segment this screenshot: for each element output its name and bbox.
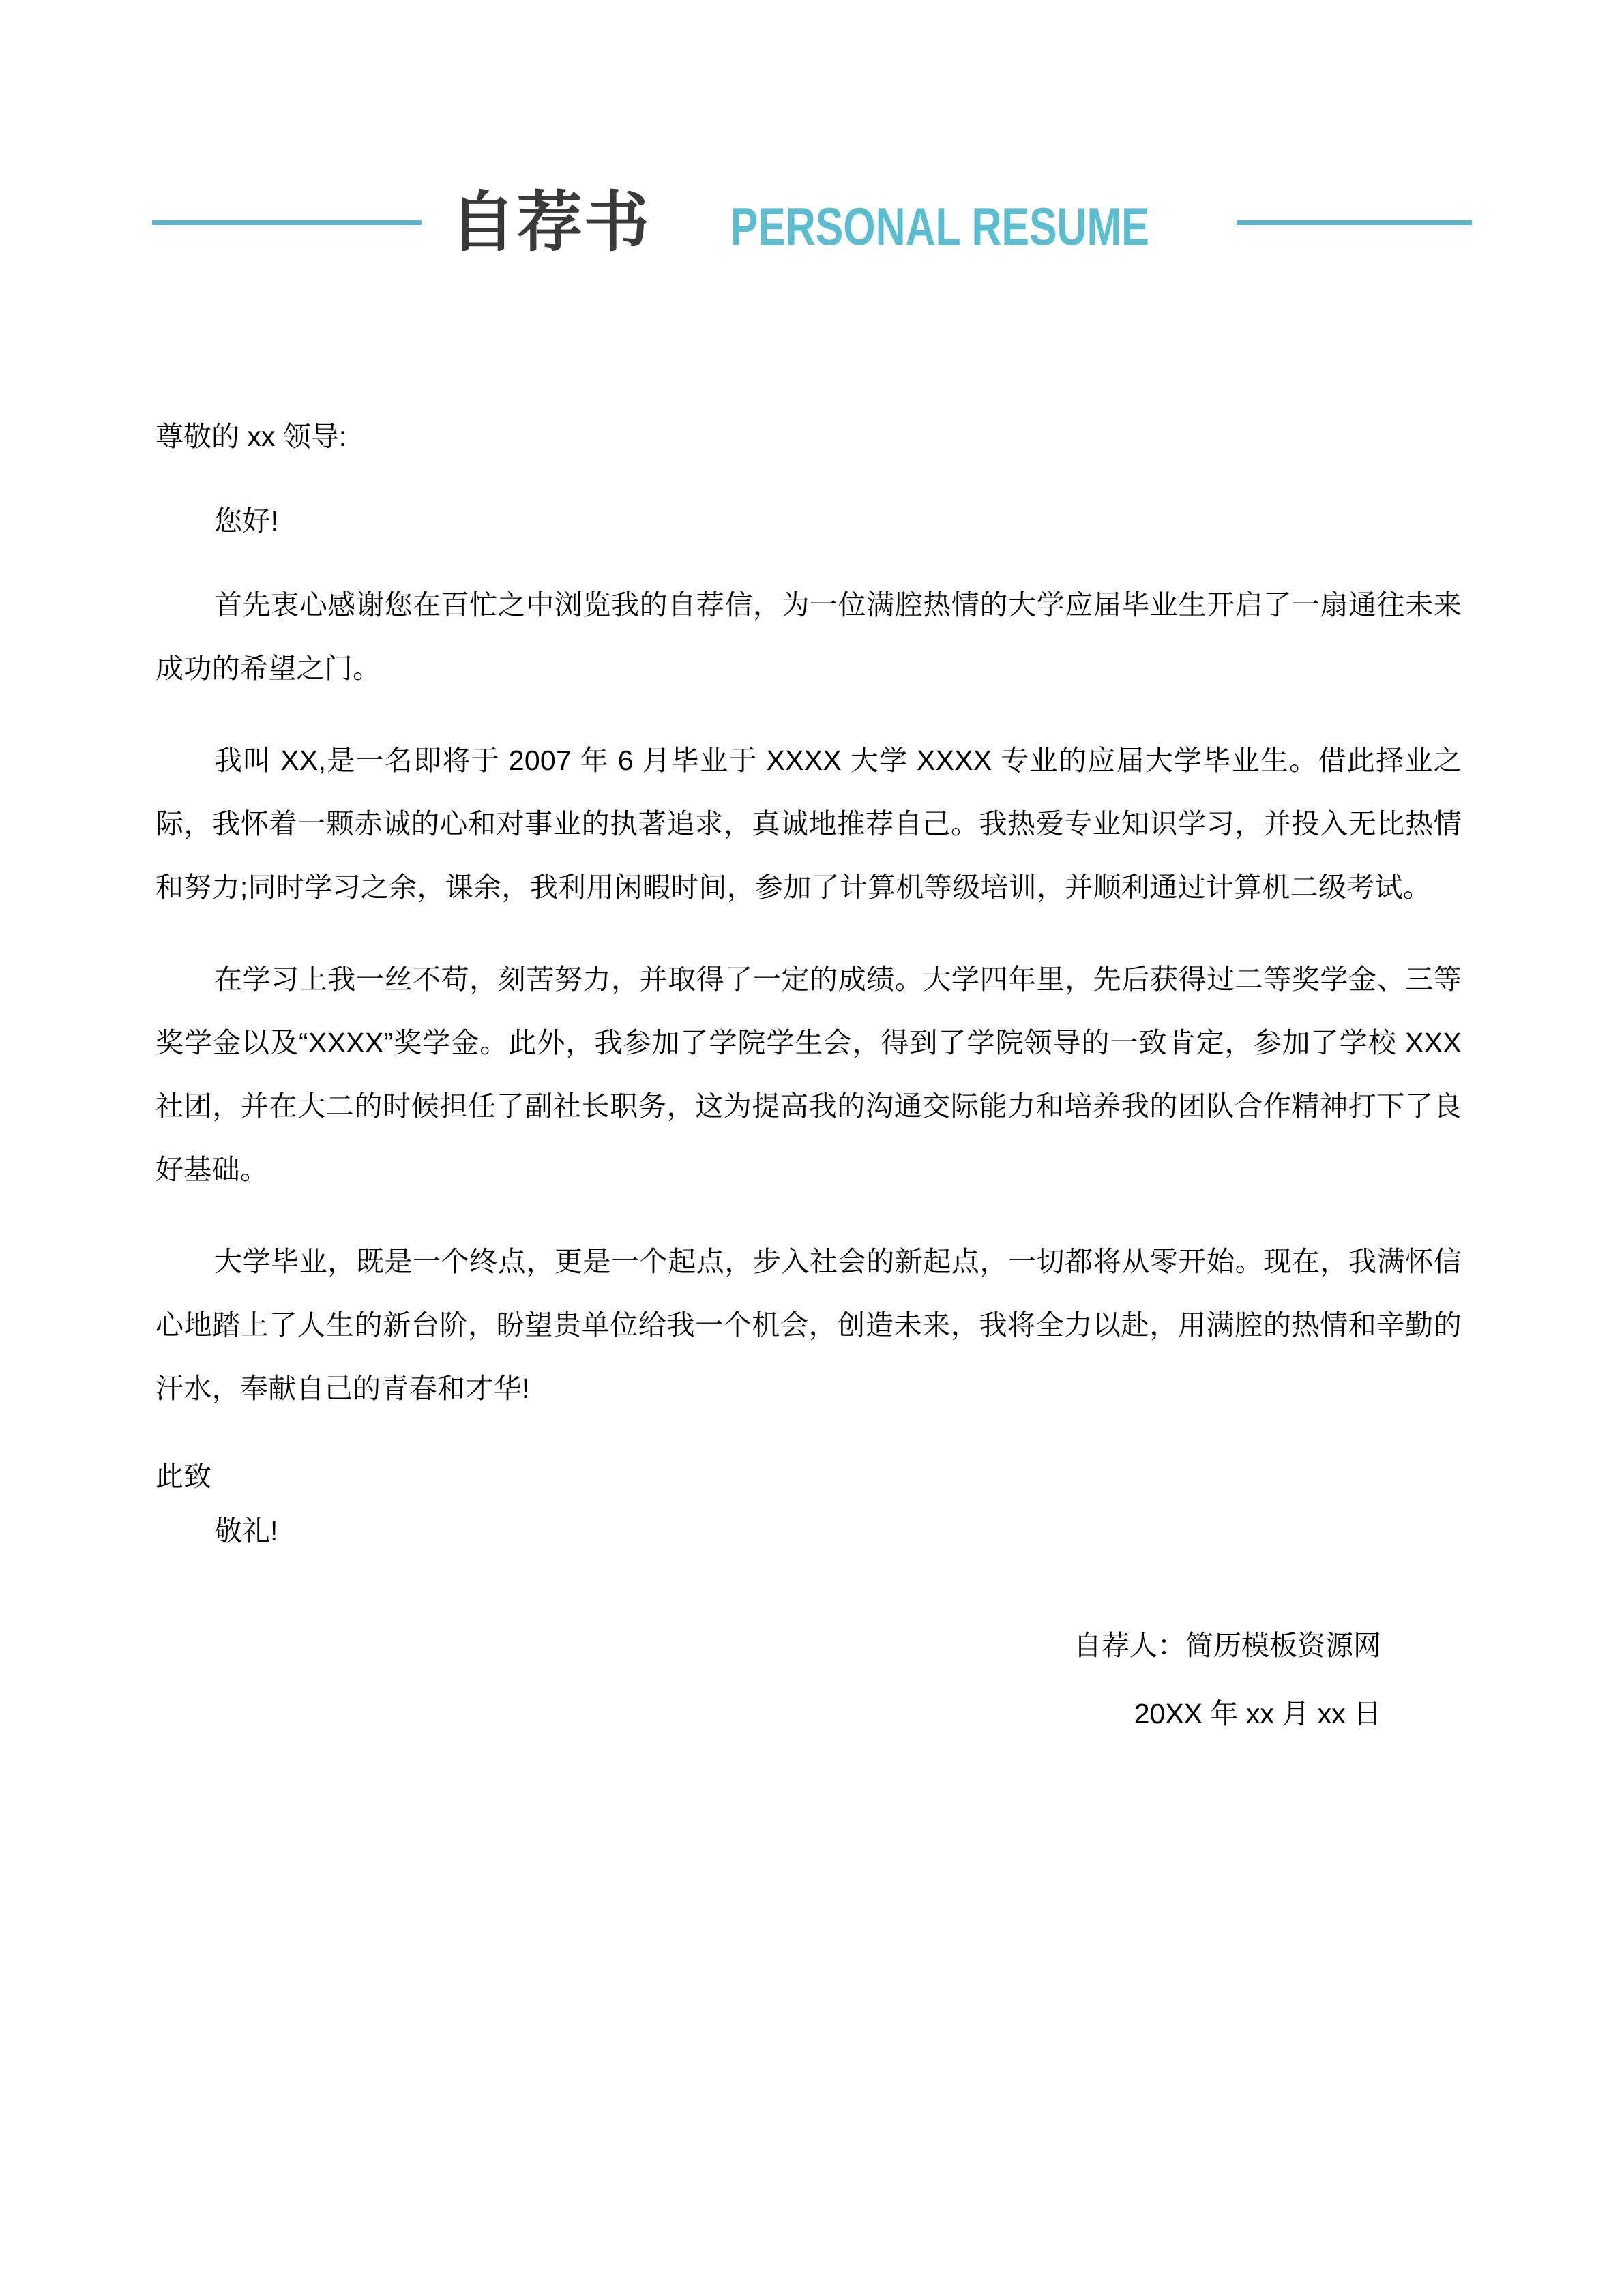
letter-paragraph-1: 首先衷心感谢您在百忙之中浏览我的自荐信，为一位满腔热情的大学应届毕业生开启了一扇通往未来成功的希望之门。 [156,589,1462,684]
letter-closing-cizhi: 此致 [156,1461,211,1492]
signature-date: 20XX 年 xx 月 xx 日 [1134,1698,1381,1729]
page-title-english: PERSONAL RESUME [730,196,1149,256]
signature-name: 自荐人：简历模板资源网 [1074,1630,1381,1661]
signature-block [156,1611,1462,1748]
page-header [0,169,1624,265]
page-title [450,170,1208,264]
letter-body [156,409,1462,1748]
letter-paragraph-2: 我叫 XX,是一名即将于 2007 年 6 月毕业于 XXXX 大学 XXXX 专业的应届大学毕业生。借此择业之际，我怀着一颗赤诚的心和对事业的执著追求，真诚地推荐自己。我热爱专业知识学习，并投入无比热情和努力;同时学习之余，课余，我利用闲暇时间，参加了计算机等级培训，并顺利通过计算机二级考试。 [156,745,1462,903]
header-rule-left [152,220,422,225]
page-title-chinese: 自荐书 [449,183,651,260]
header-rule-right [1237,220,1472,225]
letter-greeting: 您好! [214,505,279,537]
letter-salutation: 尊敬的 xx 领导: [156,421,347,452]
letter-paragraph-3: 在学习上我一丝不苟，刻苦努力，并取得了一定的成绩。大学四年里，先后获得过二等奖学金、三等奖学金以及“XXXX”奖学金。此外，我参加了学院学生会，得到了学院领导的一致肯定，参加了学校 XXX 社团，并在大二的时候担任了副社长职务，这为提高我的沟通交际能力和培养我的团队合作精神打下了良好基础。 [156,964,1462,1185]
letter-closing-jingli: 敬礼! [214,1515,278,1547]
letter-paragraph-4: 大学毕业，既是一个终点，更是一个起点，步入社会的新起点，一切都将从零开始。现在，我满怀信心地踏上了人生的新台阶，盼望贵单位给我一个机会，创造未来，我将全力以赴，用满腔的热情和辛勤的汗水，奉献自己的青春和才华! [156,1246,1462,1404]
